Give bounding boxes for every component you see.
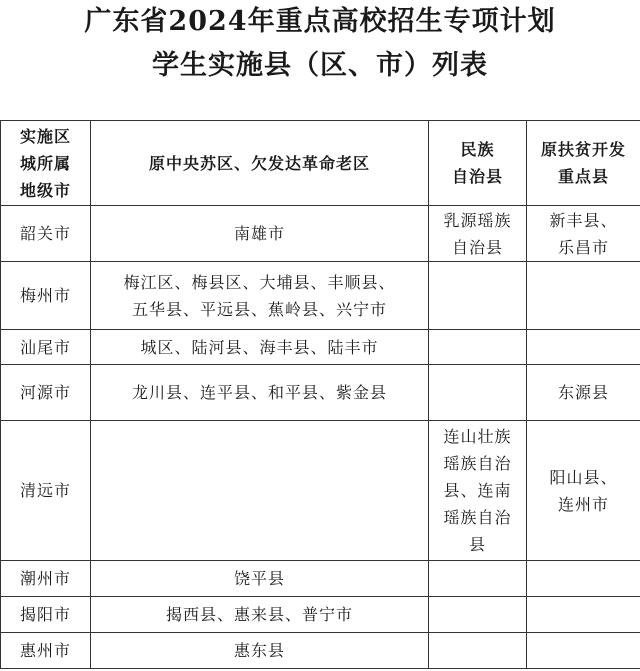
cell-ethnic-county-line: 乳源瑶族 bbox=[443, 210, 512, 230]
table-row bbox=[1, 330, 640, 365]
cell-poverty-county-line: 乐昌市 bbox=[557, 237, 609, 257]
header-city-line: 城所属 bbox=[19, 153, 71, 173]
cell-ethnic-county bbox=[429, 633, 527, 669]
cell-soviet-area bbox=[91, 561, 429, 597]
cell-poverty-county bbox=[527, 262, 640, 330]
cell-ethnic-county-line: 瑶族自治 bbox=[443, 454, 512, 473]
cell-soviet-area bbox=[91, 365, 429, 421]
cell-city: 清远市 bbox=[1, 421, 91, 561]
cell-poverty-county-line: 新丰县、 bbox=[549, 210, 618, 230]
table-row bbox=[1, 633, 640, 669]
cell-city: 惠州市 bbox=[1, 633, 91, 669]
cell-soviet-area-line: 南雄市 bbox=[233, 224, 285, 243]
cell-ethnic-county bbox=[429, 561, 527, 597]
cell-ethnic-county bbox=[429, 365, 527, 421]
table-row bbox=[1, 561, 640, 597]
page-title: 广东省2024年重点高校招生专项计划 bbox=[84, 6, 556, 37]
cell-poverty-county bbox=[527, 330, 640, 365]
cell-city: 潮州市 bbox=[1, 561, 91, 597]
cell-poverty-county bbox=[527, 633, 640, 669]
table-header-row bbox=[1, 121, 640, 206]
cell-ethnic-county-line: 县 bbox=[468, 535, 486, 554]
cell-soviet-area bbox=[91, 597, 429, 633]
cell-soviet-area-line: 梅江区、梅县区、大埔县、丰顺县、 bbox=[123, 272, 396, 292]
cell-soviet-area bbox=[91, 262, 429, 330]
header-city-line: 实施区 bbox=[19, 126, 71, 146]
cell-ethnic-county-line: 瑶族自治 bbox=[443, 508, 512, 527]
table-row bbox=[1, 597, 640, 633]
table-row bbox=[1, 262, 640, 330]
header-ethnic-line: 民族 bbox=[460, 140, 495, 159]
cell-city: 梅州市 bbox=[1, 262, 91, 330]
cell-city: 汕尾市 bbox=[1, 330, 91, 365]
table-row bbox=[1, 421, 640, 561]
cell-ethnic-county bbox=[429, 262, 527, 330]
header-poverty-county bbox=[527, 121, 640, 206]
cell-ethnic-county-line: 县、连南 bbox=[443, 481, 512, 500]
cell-soviet-area bbox=[91, 206, 429, 262]
header-city-line: 地级市 bbox=[19, 180, 71, 200]
header-soviet-area: 原中央苏区、欠发达革命老区 bbox=[91, 121, 429, 206]
cell-soviet-area bbox=[91, 330, 429, 365]
cell-ethnic-county bbox=[429, 330, 527, 365]
cell-city: 韶关市 bbox=[1, 206, 91, 262]
cell-soviet-area-line: 饶平县 bbox=[233, 569, 285, 588]
cell-city: 揭阳市 bbox=[1, 597, 91, 633]
cell-ethnic-county bbox=[429, 597, 527, 633]
table-body bbox=[1, 206, 640, 669]
cell-soviet-area-line: 龙川县、连平县、和平县、紫金县 bbox=[131, 383, 387, 402]
cell-poverty-county-line: 连州市 bbox=[557, 494, 609, 514]
header-ethnic-county bbox=[429, 121, 527, 206]
table-row bbox=[1, 365, 640, 421]
header-ethnic-line: 自治县 bbox=[451, 167, 503, 186]
cell-soviet-area-line: 揭西县、惠来县、普宁市 bbox=[165, 605, 353, 624]
cell-poverty-county bbox=[527, 421, 640, 561]
cell-soviet-area-line: 城区、陆河县、海丰县、陆丰市 bbox=[140, 337, 379, 357]
cell-ethnic-county bbox=[429, 421, 527, 561]
cell-ethnic-county-line: 自治县 bbox=[451, 237, 503, 257]
header-poverty-line: 重点县 bbox=[557, 167, 609, 186]
county-table bbox=[0, 120, 640, 669]
cell-poverty-county bbox=[527, 365, 640, 421]
table-row bbox=[1, 206, 640, 262]
cell-poverty-county bbox=[527, 206, 640, 262]
cell-ethnic-county bbox=[429, 206, 527, 262]
cell-soviet-area bbox=[91, 421, 429, 561]
cell-soviet-area-line: 五华县、平远县、蕉岭县、兴宁市 bbox=[131, 299, 387, 319]
header-city bbox=[1, 121, 91, 206]
page-subtitle: 学生实施县（区、市）列表 bbox=[152, 50, 488, 81]
cell-ethnic-county-line: 连山壮族 bbox=[443, 427, 512, 446]
cell-city: 河源市 bbox=[1, 365, 91, 421]
cell-soviet-area bbox=[91, 633, 429, 669]
cell-poverty-county bbox=[527, 597, 640, 633]
cell-poverty-county bbox=[527, 561, 640, 597]
header-poverty-line: 原扶贫开发 bbox=[540, 140, 626, 159]
cell-poverty-county-line: 东源县 bbox=[557, 383, 609, 402]
cell-soviet-area-line: 惠东县 bbox=[233, 641, 285, 660]
cell-poverty-county-line: 阳山县、 bbox=[549, 467, 618, 487]
